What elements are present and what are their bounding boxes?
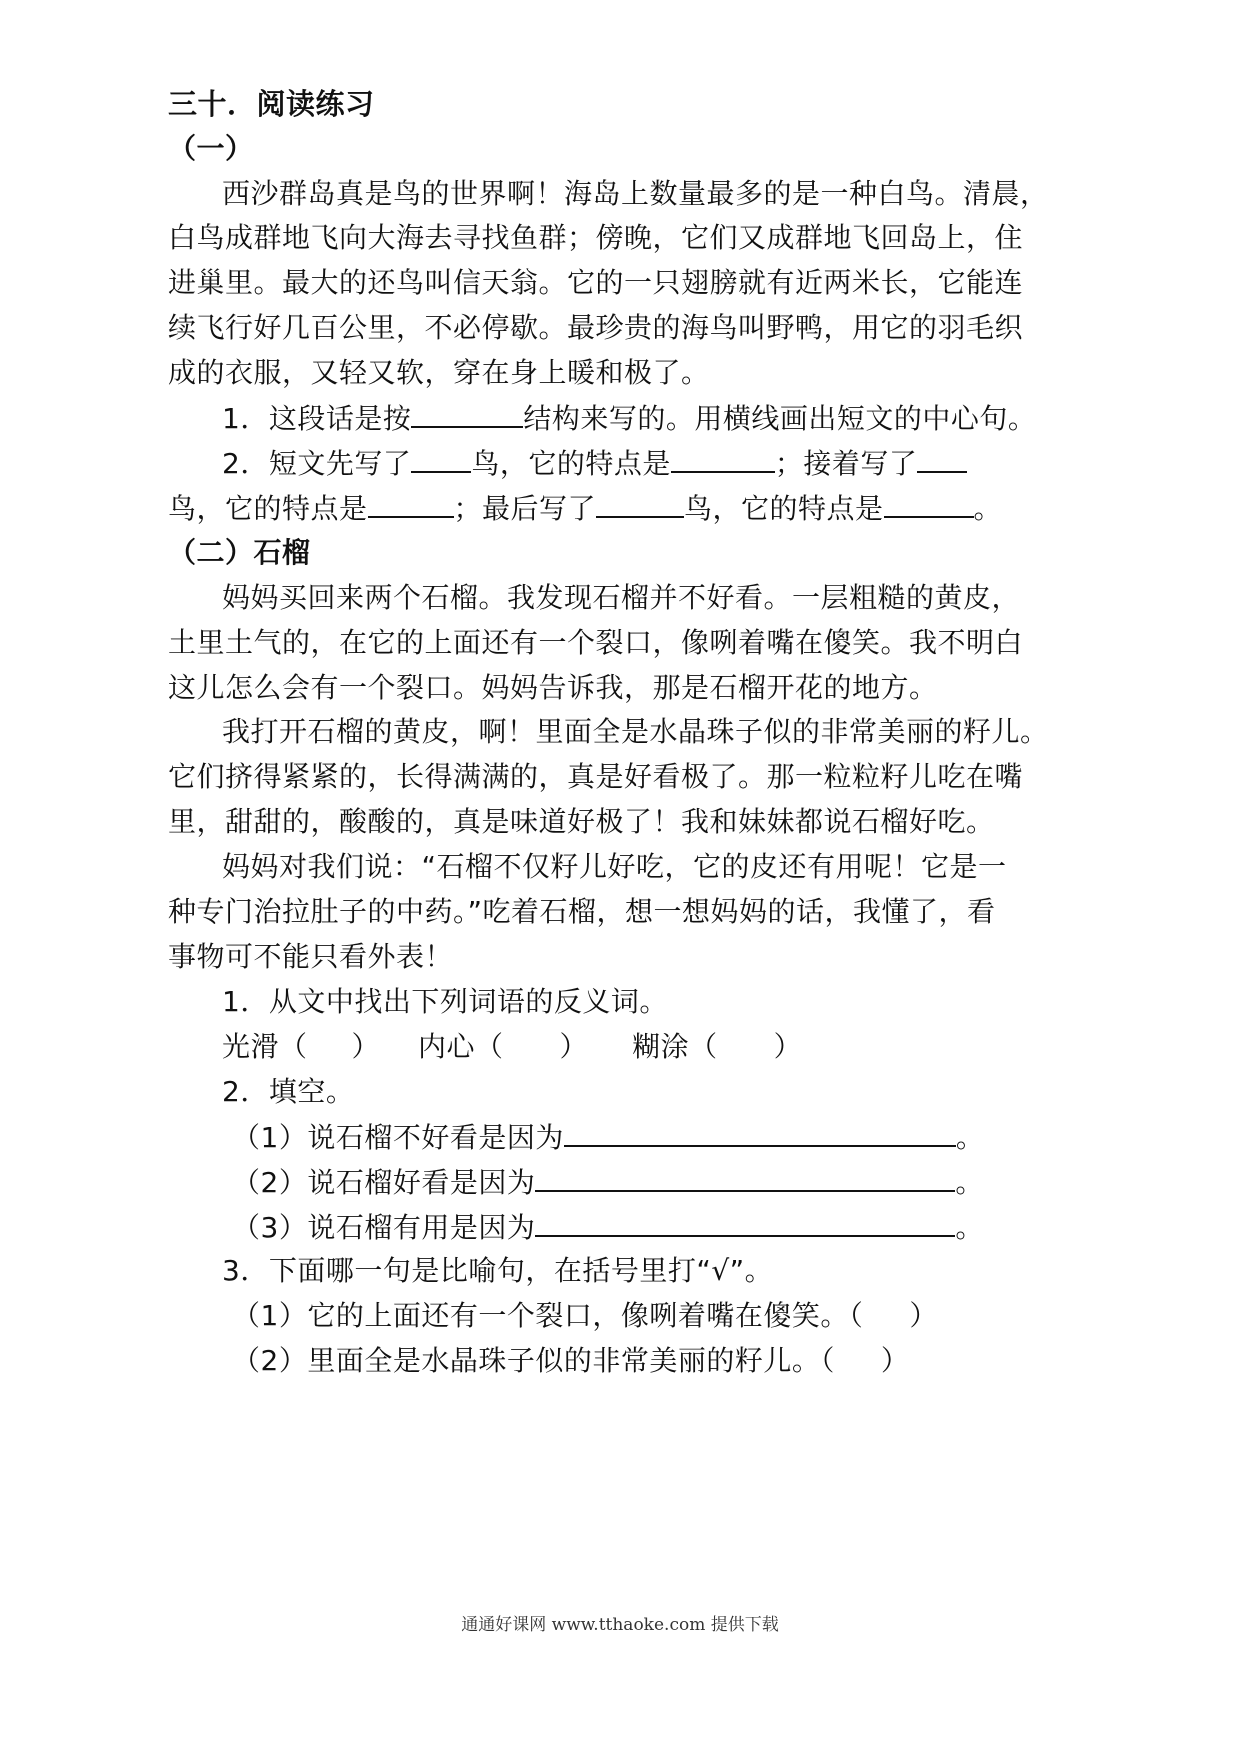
s1-question-1 — [222, 400, 1036, 437]
close-paren: ） — [351, 1030, 381, 1063]
s1-q2-text-b: 鸟，它的特点是 — [471, 447, 671, 480]
s1-para-line-2: 白鸟成群地飞向大海去寻找鱼群；傍晚，它们又成群地飞回岛上，住 — [168, 221, 1024, 254]
s2-para-line-2: 土里土气的，在它的上面还有一个裂口，像咧着嘴在傻笑。我不明白 — [168, 626, 1024, 659]
close-paren: ） — [559, 1030, 589, 1063]
simile-item-1-text: （1）它的上面还有一个裂口，像咧着嘴在傻笑。（ — [232, 1299, 864, 1332]
fill-item-3-text: （3）说石榴有用是因为 — [232, 1211, 536, 1244]
antonym-word-2: 内心（ — [418, 1030, 504, 1063]
fill-item-2 — [232, 1164, 984, 1201]
s1-question-2-line-2 — [168, 490, 1002, 527]
antonym-word-3: 糊涂（ — [632, 1030, 718, 1063]
s1-q2-text-g: 。 — [973, 492, 1003, 525]
fill-item-1-text: （1）说石榴不好看是因为 — [232, 1121, 564, 1154]
s2-question-1: 1．从文中找出下列词语的反义词。 — [222, 985, 668, 1018]
answer-blank[interactable] — [917, 445, 967, 473]
s2-question-3: 3．下面哪一句是比喻句，在括号里打“√”。 — [222, 1254, 774, 1287]
s1-question-2-line-1 — [222, 445, 967, 482]
s1-para-line-4: 续飞行好几百公里，不必停歇。最珍贵的海鸟叫野鸭，用它的羽毛织 — [168, 311, 1024, 344]
s1-para-line-5: 成的衣服，又轻又软，穿在身上暖和极了。 — [168, 356, 710, 389]
s2-para-line-7: 妈妈对我们说：“石榴不仅籽儿好吃，它的皮还有用呢！它是一 — [222, 850, 1007, 883]
s1-q1-text-b: 结构来写的。用横线画出短文的中心句。 — [523, 402, 1037, 435]
s2-para-line-1: 妈妈买回来两个石榴。我发现石榴并不好看。一层粗糙的黄皮， — [222, 581, 1021, 614]
s1-q2-text-e: ；最后写了 — [453, 492, 597, 525]
close-paren: ） — [880, 1344, 910, 1377]
answer-blank[interactable] — [884, 490, 974, 518]
answer-blank[interactable] — [535, 1164, 955, 1192]
period: 。 — [955, 1121, 985, 1154]
fill-item-3 — [232, 1209, 984, 1246]
period: 。 — [955, 1211, 984, 1244]
s2-para-line-4: 我打开石榴的黄皮，啊！里面全是水晶珠子似的非常美丽的籽儿。 — [222, 715, 1049, 748]
s1-q1-text-a: 1．这段话是按 — [222, 402, 412, 435]
section-heading-1: （一） — [168, 132, 254, 165]
s2-para-line-8: 种专门治拉肚子的中药。”吃着石榴，想一想妈妈的话，我懂了，看 — [168, 895, 996, 928]
simile-item-2 — [232, 1343, 909, 1379]
answer-blank[interactable] — [671, 445, 775, 473]
section-heading-2: （二）石榴 — [168, 536, 311, 569]
s1-q2-text-f: 鸟，它的特点是 — [684, 492, 884, 525]
s2-question-2: 2．填空。 — [222, 1075, 355, 1108]
close-paren: ） — [773, 1030, 803, 1063]
fill-item-2-text: （2）说石榴好看是因为 — [232, 1166, 536, 1199]
answer-blank[interactable] — [535, 1209, 955, 1237]
page-footer: 通通好课网 www.tthaoke.com 提供下载 — [461, 1615, 779, 1635]
answer-blank[interactable] — [596, 490, 684, 518]
s2-para-line-3: 这儿怎么会有一个裂口。妈妈告诉我，那是石榴开花的地方。 — [168, 671, 938, 704]
close-paren: ） — [909, 1299, 938, 1332]
s1-para-line-1: 西沙群岛真是鸟的世界啊！海岛上数量最多的是一种白鸟。清晨， — [222, 177, 1049, 210]
page-title: 三十．阅读练习 — [168, 87, 375, 121]
s1-q2-text-d: 鸟，它的特点是 — [168, 492, 368, 525]
s1-q2-text-a: 2．短文先写了 — [222, 447, 412, 480]
answer-blank[interactable] — [368, 490, 454, 518]
answer-blank[interactable] — [564, 1119, 956, 1147]
simile-item-1 — [232, 1298, 938, 1334]
s1-para-line-3: 进巢里。最大的还鸟叫信天翁。它的一只翅膀就有近两米长，它能连 — [168, 266, 1024, 299]
period: 。 — [955, 1166, 984, 1199]
answer-blank[interactable] — [411, 400, 523, 428]
s1-q2-text-c: ；接着写了 — [774, 447, 918, 480]
s2-antonym-row — [222, 1029, 802, 1065]
answer-blank[interactable] — [411, 445, 471, 473]
s2-para-line-5: 它们挤得紧紧的，长得满满的，真是好看极了。那一粒粒籽儿吃在嘴 — [168, 760, 1024, 793]
fill-item-1 — [232, 1119, 984, 1156]
simile-item-2-text: （2）里面全是水晶珠子似的非常美丽的籽儿。（ — [232, 1344, 835, 1377]
antonym-word-1: 光滑（ — [222, 1030, 308, 1063]
s2-para-line-9: 事物可不能只看外表！ — [168, 940, 454, 973]
s2-para-line-6: 里，甜甜的，酸酸的，真是味道好极了！我和妹妹都说石榴好吃。 — [168, 805, 995, 838]
